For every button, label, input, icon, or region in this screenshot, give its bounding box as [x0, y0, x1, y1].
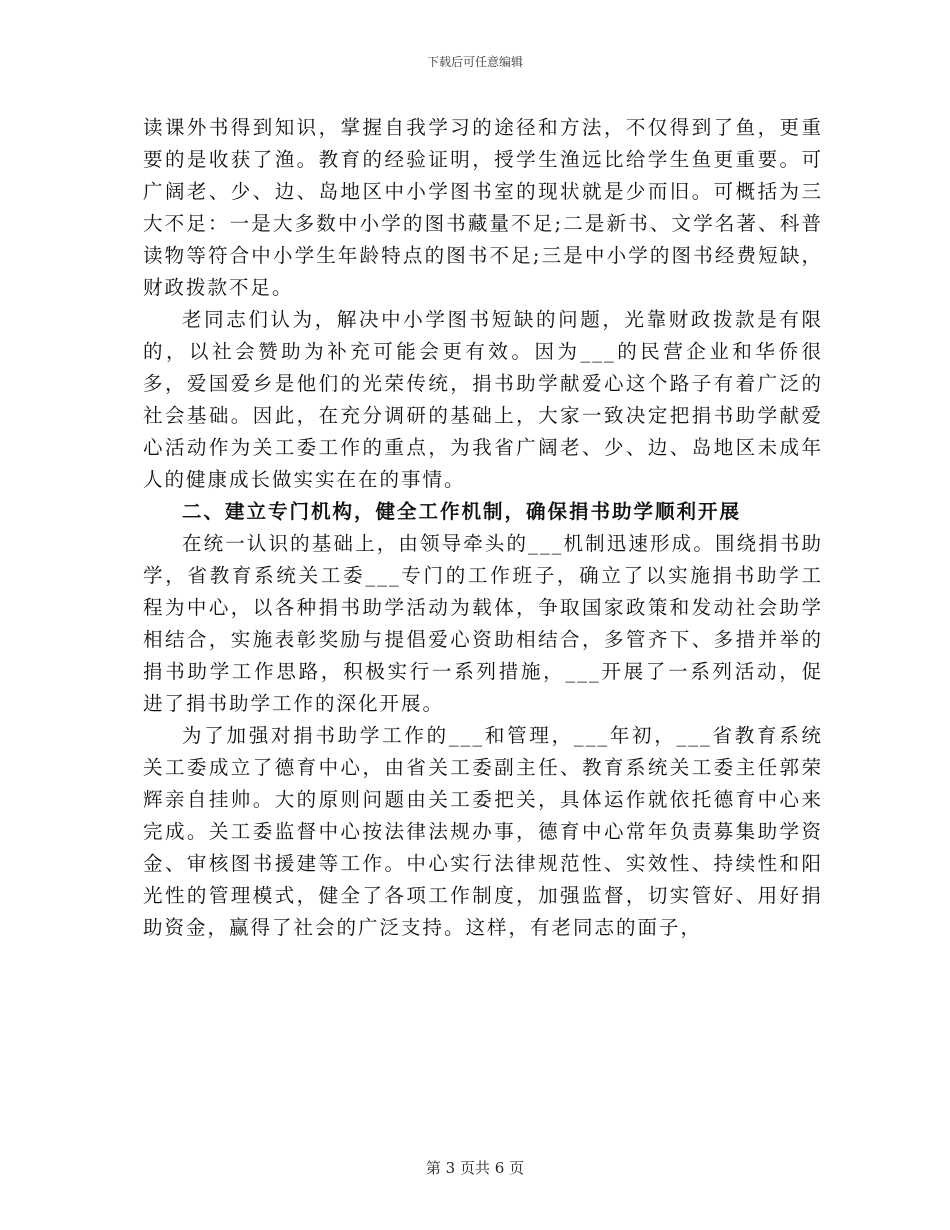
section-heading: 二、建立专门机构，健全工作机制，确保捐书助学顺利开展 [182, 500, 742, 523]
page-header: 下载后可任意编辑 [426, 55, 523, 69]
paragraph-1: 读课外书得到知识，掌握自我学习的途径和方法，不仅得到了鱼，更重要的是收获了渔。教育的经验证明，授学生渔远比给学生鱼更重要。可广阔老、少、边、岛地区中小学图书室的现状就是少而旧。可概括为三大不足：一是大多数中小学的图书藏量不足;二是新书、文学名著、科普读物等符合中小学生年龄特点的图书不足;三是中小学的图书经费短缺，财政拨款不足。 [143, 116, 823, 299]
document-body [143, 112, 823, 944]
page-footer: 第 3 页共 6 页 [425, 1159, 525, 1177]
paragraph-3: 在统一认识的基础上，由领导牵头的___机制迅速形成。围绕捐书助学，省教育系统关工委___专门的工作班子，确立了以实施捐书助学工程为中心，以各种捐书助学活动为载体，争取国家政策和发动社会助学相结合，实施表彰奖励与提倡爱心资助相结合，多管齐下、多措并举的捐书助学工作思路，积极实行一系列措施，___开展了一系列活动，促进了捐书助学工作的深化开展。 [143, 532, 823, 715]
paragraph-4: 为了加强对捐书助学工作的___和管理，___年初，___省教育系统关工委成立了德育中心，由省关工委副主任、教育系统关工委主任郭荣辉亲自挂帅。大的原则问题由关工委把关，具体运作就依托德育中心来完成。关工委监督中心按法律法规办事，德育中心常年负责募集助学资金、审核图书援建等工作。中心实行法律规范性、实效性、持续性和阳光性的管理模式，健全了各项工作制度，加强监督，切实管好、用好捐助资金，赢得了社会的广泛支持。这样，有老同志的面子， [143, 724, 823, 939]
paragraph-2: 老同志们认为，解决中小学图书短缺的问题，光靠财政拨款是有限的，以社会赞助为补充可能会更有效。因为___的民营企业和华侨很多，爱国爱乡是他们的光荣传统，捐书助学献爱心这个路子有着广泛的社会基础。因此，在充分调研的基础上，大家一致决定把捐书助学献爱心活动作为关工委工作的重点，为我省广阔老、少、边、岛地区未成年人的健康成长做实实在在的事情。 [143, 308, 823, 491]
